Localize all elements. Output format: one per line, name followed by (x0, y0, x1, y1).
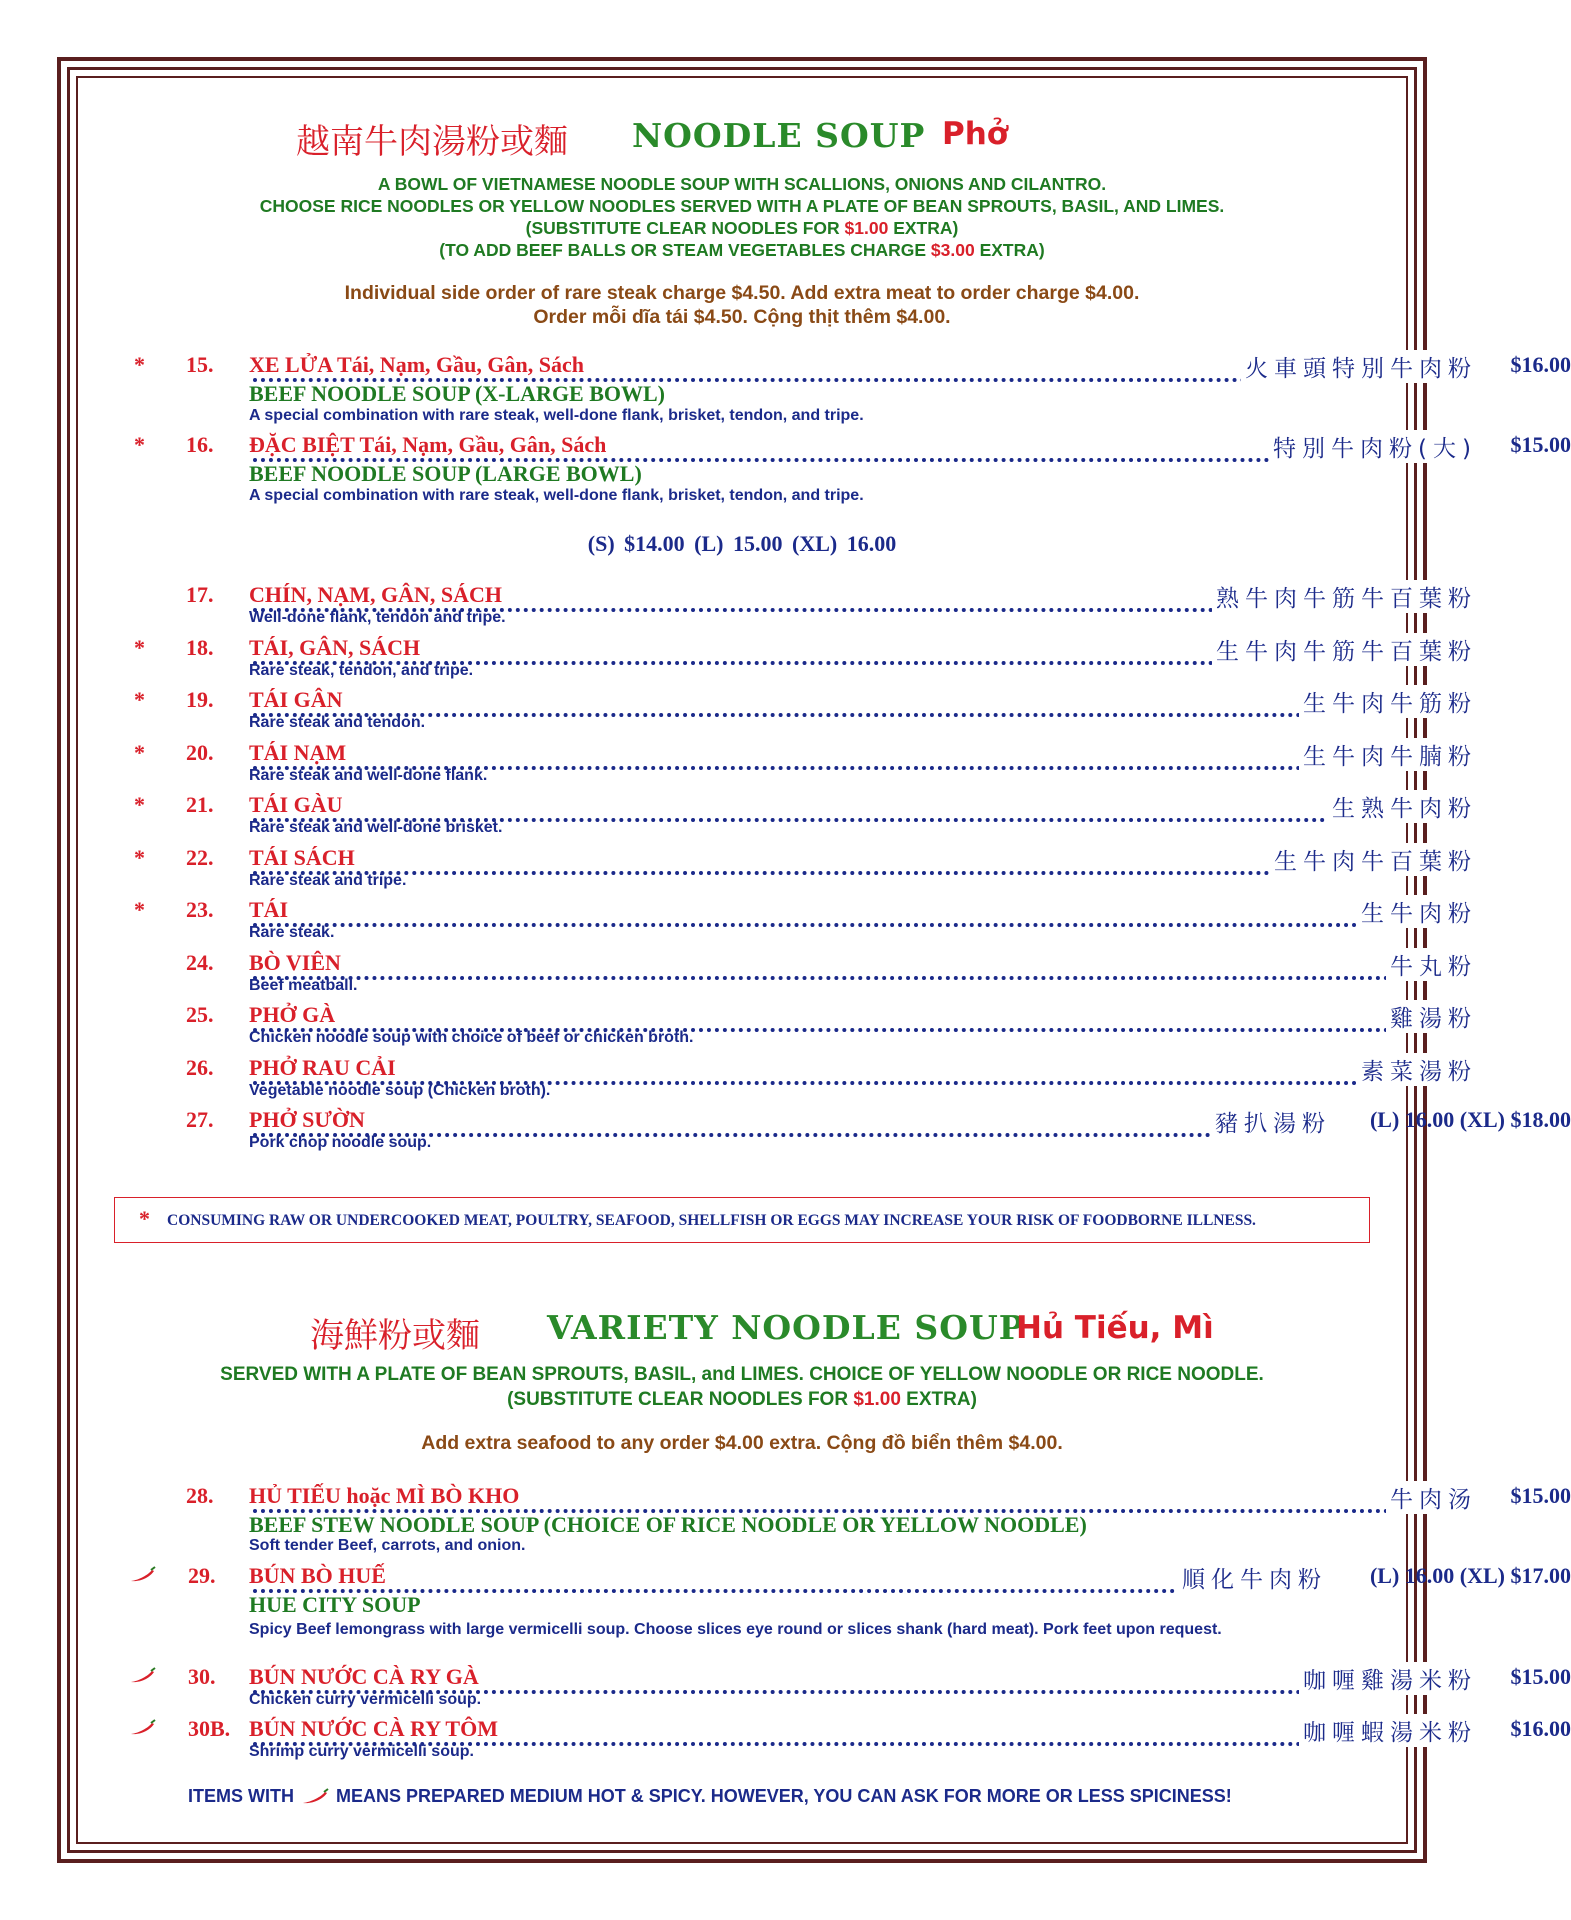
noodle-soup-title (0, 110, 1484, 160)
spicy-raw-star: * (134, 792, 145, 817)
spicy-raw-star: * (134, 432, 145, 457)
variety-noodle-soup-title (0, 1302, 1484, 1356)
item-name-english: BEEF NOODLE SOUP (LARGE BOWL) (249, 461, 642, 486)
clear-noodle-price: $1.00 (844, 218, 889, 238)
menu-item-row (249, 950, 1484, 978)
item-description: Well-done flank, tendon and tripe. (249, 609, 506, 626)
spicy-legend: ITEMS WITH MEANS PREPARED MEDIUM HOT & SPICY. HOWEVER, YOU CAN ASK FOR MORE OR LESS SPICINESS! (188, 1786, 1232, 1806)
menu-item-row (249, 1002, 1484, 1030)
item-name-vietnamese: XE LỬA Tái, Nạm, Gầu, Gân, Sách (249, 352, 588, 378)
item-number: 22. (186, 844, 214, 870)
dot-leader (253, 950, 1477, 980)
item-number: 30. (188, 1664, 216, 1689)
spicy-raw-star: * (134, 352, 145, 377)
dot-leader (253, 740, 1477, 770)
spicy-raw-star: * (134, 687, 145, 712)
menu-item-row (249, 897, 1484, 925)
menu-item-row (249, 845, 1484, 873)
seafood-note: Add extra seafood to any order $4.00 extra. Cộng đồ biển thêm $4.00. (421, 1432, 1063, 1454)
item-description: Rare steak and tendon. (249, 714, 426, 731)
clear-noodle-price-2: $1.00 (853, 1389, 901, 1410)
item-price: (L) 16.00 (XL) $17.00 (1369, 1563, 1571, 1588)
item-name-vietnamese: TÁI SÁCH (249, 845, 359, 871)
dot-leader (253, 1002, 1477, 1032)
title-chinese: 越南牛肉湯粉或麵 (296, 122, 568, 162)
menu-item-row (249, 635, 1484, 663)
item-name-chinese: 生牛肉牛筋粉 (1299, 685, 1477, 718)
item-number: 19. (186, 687, 214, 712)
item-name-chinese: 咖喱雞湯米粉 (1299, 1662, 1477, 1695)
item-description: A special combination with rare steak, well-done flank, brisket, tendon, and tripe. (249, 487, 864, 504)
item-name-chinese: 牛丸粉 (1386, 948, 1477, 981)
item-description: Beef meatball. (249, 976, 358, 994)
item-name-vietnamese: PHỞ RAU CẢI (249, 1055, 400, 1081)
item-name-chinese: 熟牛肉牛筋牛百葉粉 (1212, 580, 1477, 613)
dot-leader (253, 1107, 1331, 1137)
item-name-vietnamese: TÁI GÂN (249, 687, 347, 713)
item-description: Spicy Beef lemongrass with large vermicelli soup. Choose slices eye round or slices shank (hard meat). Pork feet upon request. (249, 1621, 1222, 1638)
item-number: 29. (188, 1563, 216, 1588)
item-name-vietnamese: TÁI GÀU (249, 792, 347, 818)
item-name-vietnamese: PHỞ GÀ (249, 1002, 339, 1028)
item-description: Rare steak and well-done brisket. (249, 819, 503, 836)
item-description: Rare steak and tripe. (249, 871, 407, 889)
item-description: Rare steak. (249, 924, 335, 941)
item-description: Rare steak, tendon, and tripe. (249, 661, 474, 679)
menu-item-row (249, 352, 1571, 382)
item-name-chinese: 生牛肉牛百葉粉 (1270, 843, 1477, 876)
item-number: 15. (186, 352, 214, 377)
intro-line-2: CHOOSE RICE NOODLES OR YELLOW NOODLES SERVED WITH A PLATE OF BEAN SPROUTS, BASIL, AND LIMES. (259, 196, 1225, 216)
chili-pepper-icon (130, 1720, 156, 1736)
item-name-chinese: 豬扒湯粉 (1211, 1105, 1331, 1138)
item-name-chinese: 牛肉汤 (1386, 1481, 1477, 1514)
spicy-raw-star: * (134, 739, 145, 765)
intro2-line-1: SERVED WITH A PLATE OF BEAN SPROUTS, BASIL, and LIMES. CHOICE OF YELLOW NOODLE OR RICE NOODLE. (220, 1364, 1264, 1385)
intro-line-1: A BOWL OF VIETNAMESE NOODLE SOUP WITH SCALLIONS, ONIONS AND CILANTRO. (377, 174, 1107, 194)
title-english: NOODLE SOUP (632, 116, 926, 155)
item-price: $16.00 (1510, 1716, 1571, 1741)
menu-item-row (249, 432, 1571, 462)
title-vietnamese: Phở (942, 116, 1009, 152)
intro-line-3: (SUBSTITUTE CLEAR NOODLES FOR $1.00 EXTRA) (525, 218, 959, 238)
menu-item-row (249, 687, 1484, 715)
side-order-note-vn: Order mỗi dĩa tái $4.50. Cộng thịt thêm $4.00. (533, 306, 951, 328)
menu-item-row (249, 1055, 1484, 1083)
item-number: 20. (186, 739, 214, 765)
item-name-chinese: 順化牛肉粉 (1178, 1561, 1327, 1594)
chili-pepper-icon (130, 1668, 156, 1684)
item-name-chinese: 生熟牛肉粉 (1328, 790, 1477, 823)
item-description: Rare steak and well-done flank. (249, 766, 488, 784)
menu-item-row (249, 1483, 1571, 1513)
item-description: Pork chop noodle soup. (249, 1134, 432, 1151)
item-price: $15.00 (1510, 1483, 1571, 1508)
item-description: Shrimp curry vermicelli soup. (249, 1743, 474, 1760)
item-name-chinese: 生牛肉牛腩粉 (1299, 738, 1477, 771)
item-name-chinese: 素菜湯粉 (1357, 1053, 1477, 1086)
menu-item-row (249, 1107, 1571, 1137)
spicy-raw-star: * (134, 844, 145, 870)
item-name-vietnamese: CHÍN, NẠM, GÂN, SÁCH (249, 582, 506, 608)
side-order-note: Individual side order of rare steak charge $4.50. Add extra meat to order charge $4.00. (344, 282, 1140, 304)
item-name-chinese: 特別牛肉粉(大) (1269, 430, 1477, 463)
item-name-vietnamese: BÚN NƯỚC CÀ RY GÀ (249, 1664, 483, 1690)
spicy-raw-star: * (134, 634, 145, 660)
menu-item-row (249, 582, 1484, 610)
menu-item-row (249, 1563, 1571, 1593)
item-name-vietnamese: BÒ VIÊN (249, 950, 345, 976)
item-name-chinese: 火車頭特別牛肉粉 (1241, 350, 1477, 383)
item-number: 27. (186, 1107, 214, 1132)
menu-item-row (249, 792, 1484, 820)
dot-leader (253, 1563, 1327, 1593)
spicy-raw-star: * (134, 897, 145, 922)
item-name-chinese: 雞湯粉 (1386, 1000, 1477, 1033)
item-price: $16.00 (1510, 352, 1571, 377)
item-name-vietnamese: TÁI, GÂN, SÁCH (249, 635, 424, 661)
item-number: 18. (186, 634, 214, 660)
item-name-vietnamese: PHỞ SƯỜN (249, 1107, 369, 1133)
item-number: 25. (186, 1002, 214, 1027)
dot-leader (253, 792, 1477, 822)
warning-star: * (139, 1206, 150, 1231)
item-number: 23. (186, 897, 214, 922)
menu-item-row (249, 740, 1484, 768)
item-number: 30B. (188, 1716, 231, 1741)
item-description: Chicken noodle soup with choice of beef or chicken broth. (249, 1029, 694, 1046)
intro-line-4: (TO ADD BEEF BALLS OR STEAM VEGETABLES CHARGE $3.00 EXTRA) (439, 240, 1045, 260)
item-name-chinese: 生牛肉牛筋牛百葉粉 (1212, 633, 1477, 666)
title-vietnamese-2: Hủ Tiếu, Mì (1016, 1310, 1214, 1346)
item-name-english: BEEF STEW NOODLE SOUP (CHOICE OF RICE NOODLE OR YELLOW NOODLE) (249, 1512, 1087, 1537)
item-description: Chicken curry vermicelli soup. (249, 1691, 482, 1708)
item-price: $15.00 (1510, 1664, 1571, 1689)
item-number: 16. (186, 432, 214, 457)
item-number: 21. (186, 792, 214, 817)
warning-text: CONSUMING RAW OR UNDERCOOKED MEAT, POULTRY, SEAFOOD, SHELLFISH OR EGGS MAY INCREASE YOUR RISK OF FOODBORNE ILLNESS. (167, 1212, 1256, 1229)
chili-pepper-icon (301, 1789, 329, 1805)
item-name-vietnamese: HỦ TIẾU hoặc MÌ BÒ KHO (249, 1483, 523, 1509)
chili-pepper-icon (130, 1567, 156, 1583)
item-number: 24. (186, 949, 214, 975)
dot-leader (253, 897, 1477, 927)
intro2-line-2: (SUBSTITUTE CLEAR NOODLES FOR $1.00 EXTRA) (507, 1389, 977, 1410)
item-number: 17. (186, 582, 214, 607)
item-price: $15.00 (1510, 432, 1571, 457)
item-name-vietnamese: TÁI NẠM (249, 740, 350, 766)
item-name-vietnamese: BÚN BÒ HUẾ (249, 1563, 390, 1589)
dot-leader (253, 1055, 1477, 1085)
dot-leader (253, 687, 1477, 717)
item-name-vietnamese: TÁI (249, 897, 292, 923)
item-description: Vegetable noodle soup (Chicken broth). (249, 1081, 551, 1099)
item-number: 26. (186, 1054, 214, 1080)
item-name-vietnamese: BÚN NƯỚC CÀ RY TÔM (249, 1716, 502, 1742)
title-english-2: VARIETY NOODLE SOUP (547, 1308, 1025, 1347)
item-name-vietnamese: ĐẶC BIỆT Tái, Nạm, Gầu, Gân, Sách (249, 432, 610, 458)
item-name-chinese: 咖喱蝦湯米粉 (1299, 1714, 1477, 1747)
item-description: Soft tender Beef, carrots, and onion. (249, 1537, 526, 1554)
item-description: A special combination with rare steak, well-done flank, brisket, tendon, and tripe. (249, 407, 864, 424)
item-name-english: BEEF NOODLE SOUP (X-LARGE BOWL) (249, 381, 666, 406)
item-name-english: HUE CITY SOUP (249, 1592, 421, 1617)
title-chinese-2: 海鮮粉或麵 (310, 1316, 480, 1356)
item-name-chinese: 生牛肉粉 (1357, 895, 1477, 928)
menu-item-row (249, 1716, 1571, 1746)
beef-balls-price: $3.00 (930, 240, 975, 260)
size-prices: (S) $14.00 (L) 15.00 (XL) 16.00 (587, 531, 897, 556)
item-number: 28. (186, 1483, 214, 1508)
food-safety-warning (114, 1197, 1370, 1243)
menu-item-row (249, 1664, 1571, 1694)
item-price: (L) 16.00 (XL) $18.00 (1369, 1107, 1571, 1132)
